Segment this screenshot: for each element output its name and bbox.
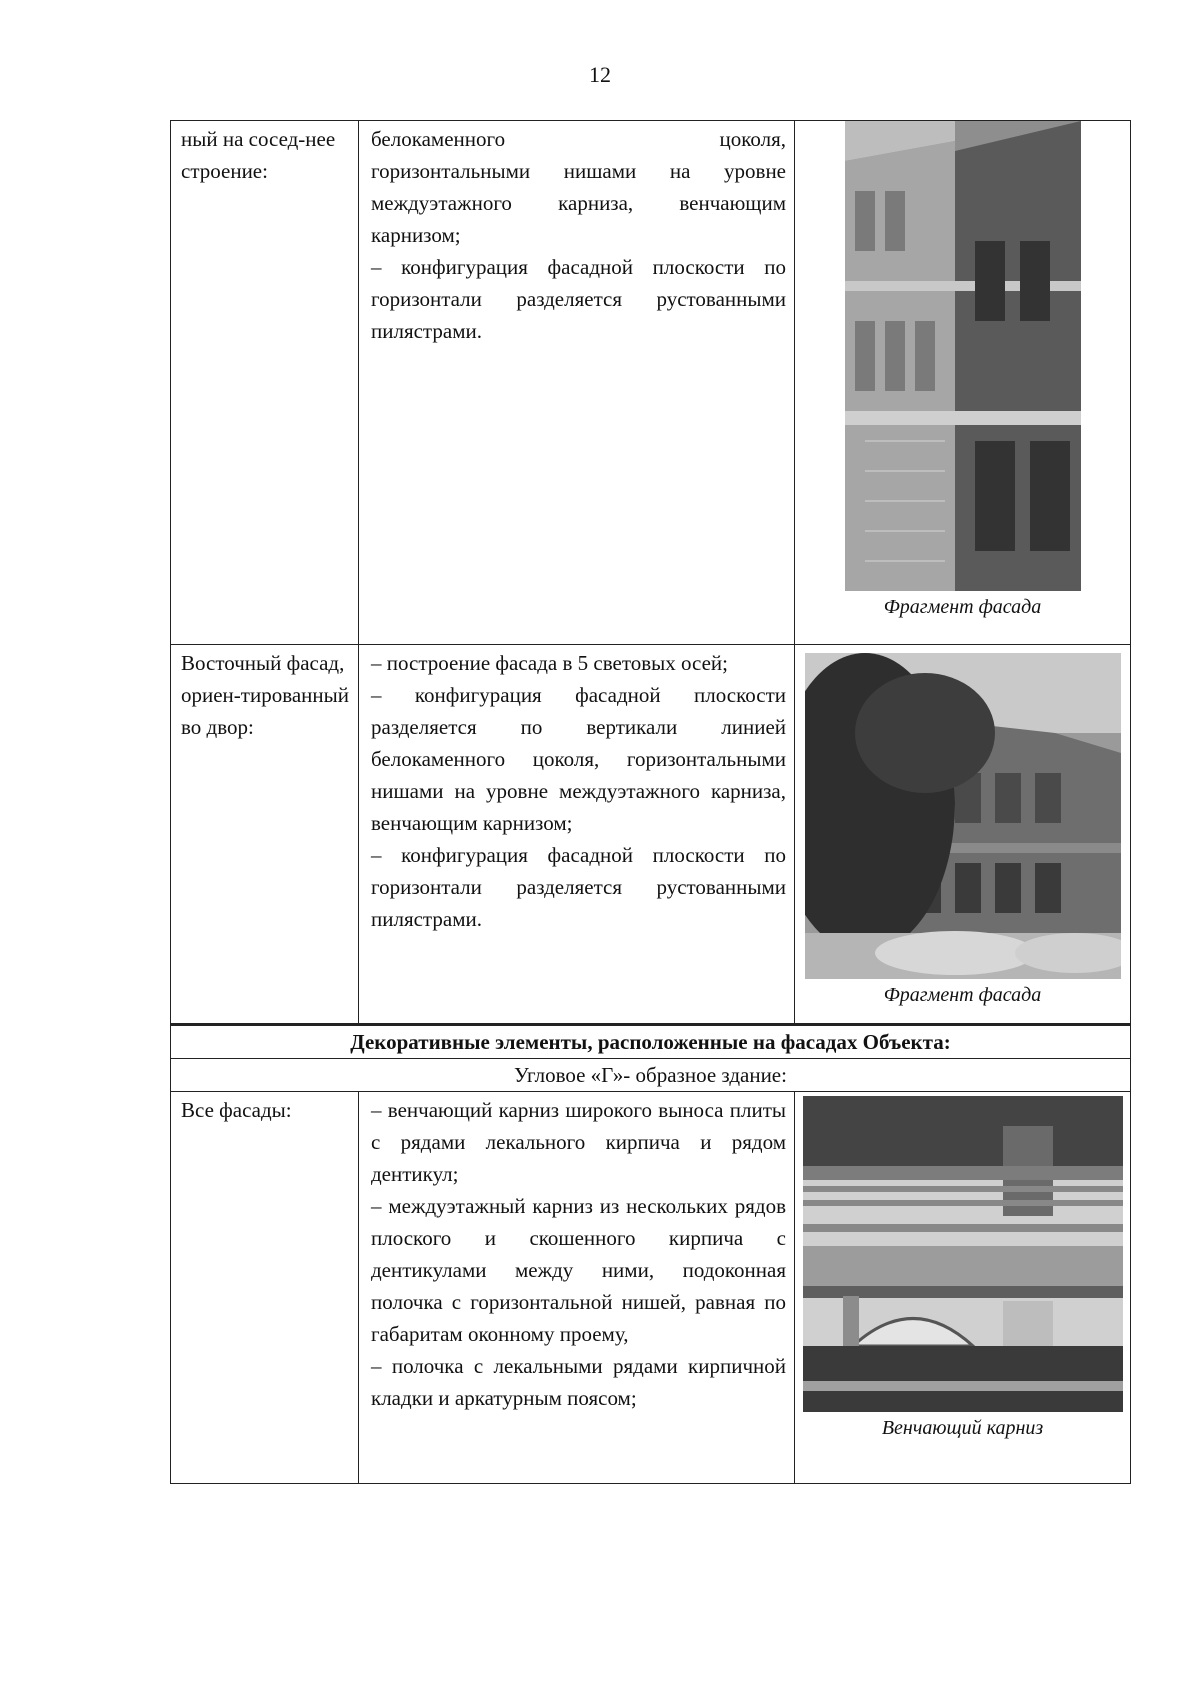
description-line: белокаменного цоколя, <box>371 127 786 151</box>
facade-label: Все фасады: <box>181 1098 292 1122</box>
facade-label: ный на сосед-нее строение: <box>181 127 336 183</box>
facade-description-cell <box>359 1092 795 1484</box>
subsection-header: Угловое «Г»- образное здание: <box>171 1059 1131 1092</box>
page-number: 12 <box>589 62 611 87</box>
description-line: – полочка с лекальными рядами кирпичной кладки и аркатурным поясом; <box>371 1354 786 1410</box>
table-row <box>171 121 1131 645</box>
photo-caption: Фрагмент фасада <box>883 596 1042 618</box>
description-line: – венчающий карниз широкого выноса плиты с рядами лекального кирпича и рядом дентикул; <box>371 1098 786 1186</box>
description-line: – построение фасада в 5 световых осей; <box>371 651 728 675</box>
facade-description-table <box>170 120 1131 1484</box>
facade-photo-1 <box>845 121 1081 591</box>
facade-photo-2 <box>805 653 1121 979</box>
description-line: – конфигурация фасадной плоскости по горизонтали разделяется рустованными пилястрами. <box>371 843 786 931</box>
table-row <box>171 645 1131 1025</box>
description-line: – междуэтажный карниз из нескольких рядов плоского и скошенного кирпича с дентикулами между ними, подоконная полочка с горизонтальной нишей, равная по габаритам оконному проему, <box>371 1194 786 1346</box>
facade-label-cell <box>171 645 359 1025</box>
description-line: горизонтальными нишами на уровне междуэтажного карниза, венчающим карнизом; <box>371 159 786 247</box>
facade-label: Восточный фасад, ориен-тированный во двор: <box>181 651 349 739</box>
photo-caption: Венчающий карниз <box>881 1417 1044 1439</box>
photo-cell <box>795 645 1131 1025</box>
photo-cell <box>795 1092 1131 1484</box>
photo-cell <box>795 121 1131 645</box>
description-line: – конфигурация фасадной плоскости разделяется по вертикали линией белокаменного цоколя, горизонтальными нишами на уровне междуэтажного карниза, венчающим карнизом; <box>371 683 786 835</box>
facade-description-cell <box>359 645 795 1025</box>
cornice-photo <box>803 1096 1123 1412</box>
facade-label-cell <box>171 1092 359 1484</box>
photo-caption: Фрагмент фасада <box>883 984 1042 1006</box>
section-header: Декоративные элементы, расположенные на фасадах Объекта: <box>171 1025 1131 1059</box>
subsection-header-row <box>171 1059 1131 1092</box>
facade-label-cell <box>171 121 359 645</box>
section-header-row <box>171 1025 1131 1059</box>
description-line: – конфигурация фасадной плоскости по горизонтали разделяется рустованными пилястрами. <box>371 255 786 343</box>
table-row <box>171 1092 1131 1484</box>
facade-description-cell <box>359 121 795 645</box>
